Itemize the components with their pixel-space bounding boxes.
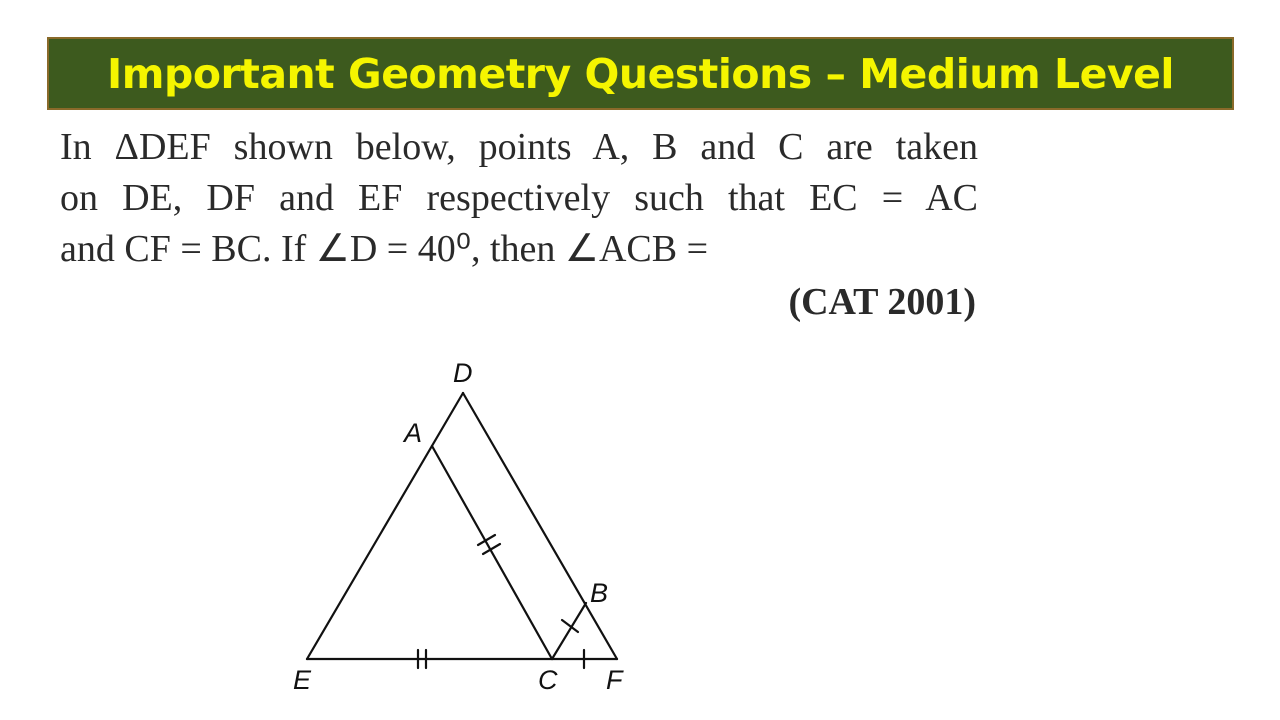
label-D: D [453,358,473,388]
question-source: (CAT 2001) [788,281,976,323]
label-C: C [538,665,558,695]
label-F: F [606,665,623,695]
segment-AC [432,446,552,659]
banner-title: Important Geometry Questions – Medium Level [107,49,1174,98]
question-line-1: In ΔDEF shown below, points A, B and C are taken [60,126,978,168]
label-A: A [404,418,423,448]
label-B: B [590,578,609,608]
segment-CB [552,603,586,659]
side-ED [307,393,463,659]
side-DF [463,393,617,659]
question-line-2: on DE, DF and EF respectively such that EC = AC [60,177,978,219]
label-E: E [293,665,312,695]
question-line-3: and CF = BC. If ∠D = 40⁰, then ∠ACB = [60,228,709,270]
